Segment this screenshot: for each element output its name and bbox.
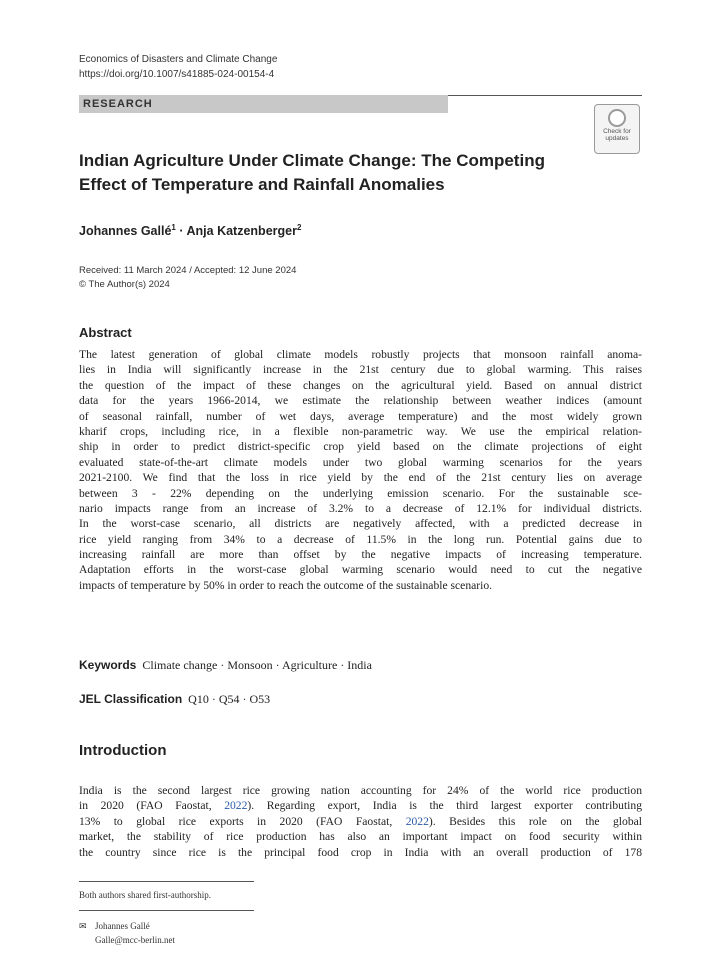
abstract-line: The latest generation of global climate models robustly projects that monsoon rainfall anoma- (79, 348, 642, 361)
journal-header (79, 52, 479, 82)
abstract-line: increasing rainfall are more than offset by the negative impacts of increasing temperature. (79, 548, 642, 562)
abstract-line: In the worst-case scenario, all districts are negatively affected, with a predicted decrease in (79, 517, 642, 531)
received-accepted: Received: 11 March 2024 / Accepted: 12 June 2024 (79, 265, 297, 276)
correspondence-rule (79, 910, 254, 911)
badge-line-2: updates (605, 135, 629, 142)
abstract-line: evaluated state-of-the-art climate models under two global warming scenarios for the years (79, 455, 642, 469)
author-1[interactable]: Johannes Gallé (79, 224, 172, 239)
author-separator: · (175, 224, 187, 239)
intro-line (79, 814, 642, 829)
jel-label: JEL Classification (79, 692, 183, 706)
corresponding-author: Johannes Gallé (95, 921, 150, 931)
abstract-line: Adaptation efforts in the worst-case global warming scenario would need to cut the negative (79, 563, 642, 577)
citation-link[interactable]: 2022 (405, 814, 429, 828)
author-2[interactable]: Anja Katzenberger (186, 224, 297, 239)
abstract-heading: Abstract (79, 325, 132, 340)
check-for-updates-badge[interactable] (594, 104, 640, 154)
paper-title (79, 149, 599, 197)
copyright: © The Author(s) 2024 (79, 279, 170, 290)
abstract-line: the question of the impact of these changes on the agricultural yield. Based on annual district (79, 378, 642, 392)
abstract-line: kharif crops, including rice, in a flexible non-parametric way. We use the empirical relation- (79, 424, 642, 438)
abstract-line: data for the years 1966-2014, we estimate the relationship between weather indices (amount (79, 394, 642, 408)
intro-line-3-start: 13% to global rice exports in 2020 (FAO Faostat, (79, 814, 406, 828)
intro-line-2-start: in 2020 (FAO Faostat, (79, 799, 225, 813)
author-1-affiliation: 1 (171, 223, 176, 232)
abstract-line: between 3 - 22% depending on the underlying emission scenario. For the sustainable sce- (79, 486, 642, 500)
author-2-affiliation: 2 (296, 223, 302, 232)
keywords-values: Climate change · Monsoon · Agriculture · India (142, 658, 372, 672)
abstract-line: nario impacts range from an increase of 3.2% to a decrease of 12.1% for individual districts. (79, 501, 642, 515)
header-rule (448, 95, 642, 96)
abstract-line: 2021-2100. We find that the loss in rice yield by the end of the 21st century lies on average (79, 471, 642, 485)
intro-line-3-end: ). Besides this role on the global (428, 814, 642, 828)
abstract-line: ship in order to predict district-specific crop yield based on the climate projections of eight (79, 440, 642, 454)
intro-line (79, 798, 642, 813)
envelope-icon: ✉ (79, 921, 87, 931)
footnote: Both authors shared first-authorship. (79, 890, 211, 900)
corresponding-email[interactable]: Galle@mcc-berlin.net (95, 935, 176, 945)
publication-dates (79, 264, 579, 292)
intro-line: the country since rice is the principal food crop in India with an overall production of 178 (79, 845, 642, 859)
introduction-body (79, 783, 642, 860)
journal-name: Economics of Disasters and Climate Change (79, 54, 278, 65)
abstract-line: lies in India will significantly increase in the 21st century due to global warming. This raises (79, 363, 642, 377)
abstract-line: impacts of temperature by 50% in order to reach the outcome of the sustainable scenario. (79, 578, 493, 592)
jel-values: Q10 · Q54 · O53 (188, 692, 271, 706)
journal-doi-link[interactable]: https://doi.org/10.1007/s41885-024-00154-4 (79, 69, 275, 80)
badge-line-1: Check for (603, 128, 631, 135)
intro-line-2-end: ). Regarding export, India is the third largest exporter contributing (247, 799, 642, 813)
title-line-2: Effect of Temperature and Rainfall Anomalies (79, 175, 445, 194)
section-label-bar (79, 95, 448, 113)
abstract-line: of seasonal rainfall, number of wet days, average temperature) and the most widely grown (79, 409, 642, 423)
abstract-line: rice yield ranging from 34% to a decrease of 11.5% in the long run. Potential gains due to (79, 532, 642, 546)
introduction-heading: Introduction (79, 742, 167, 759)
abstract-body (79, 347, 642, 593)
section-label: RESEARCH (83, 98, 153, 110)
footnote-rule (79, 881, 254, 882)
correspondence (79, 919, 175, 947)
title-line-1: Indian Agriculture Under Climate Change: The Competing (79, 151, 545, 170)
intro-line: India is the second largest rice growing nation accounting for 24% of the world rice production (79, 784, 642, 797)
check-for-updates-icon (608, 109, 626, 127)
intro-line: market, the stability of rice production has also an important impact on food security within (79, 830, 642, 844)
citation-link[interactable]: 2022 (224, 799, 248, 813)
author-list (79, 223, 579, 238)
keywords-row (79, 658, 642, 673)
jel-row (79, 692, 642, 707)
keywords-label: Keywords (79, 658, 137, 672)
